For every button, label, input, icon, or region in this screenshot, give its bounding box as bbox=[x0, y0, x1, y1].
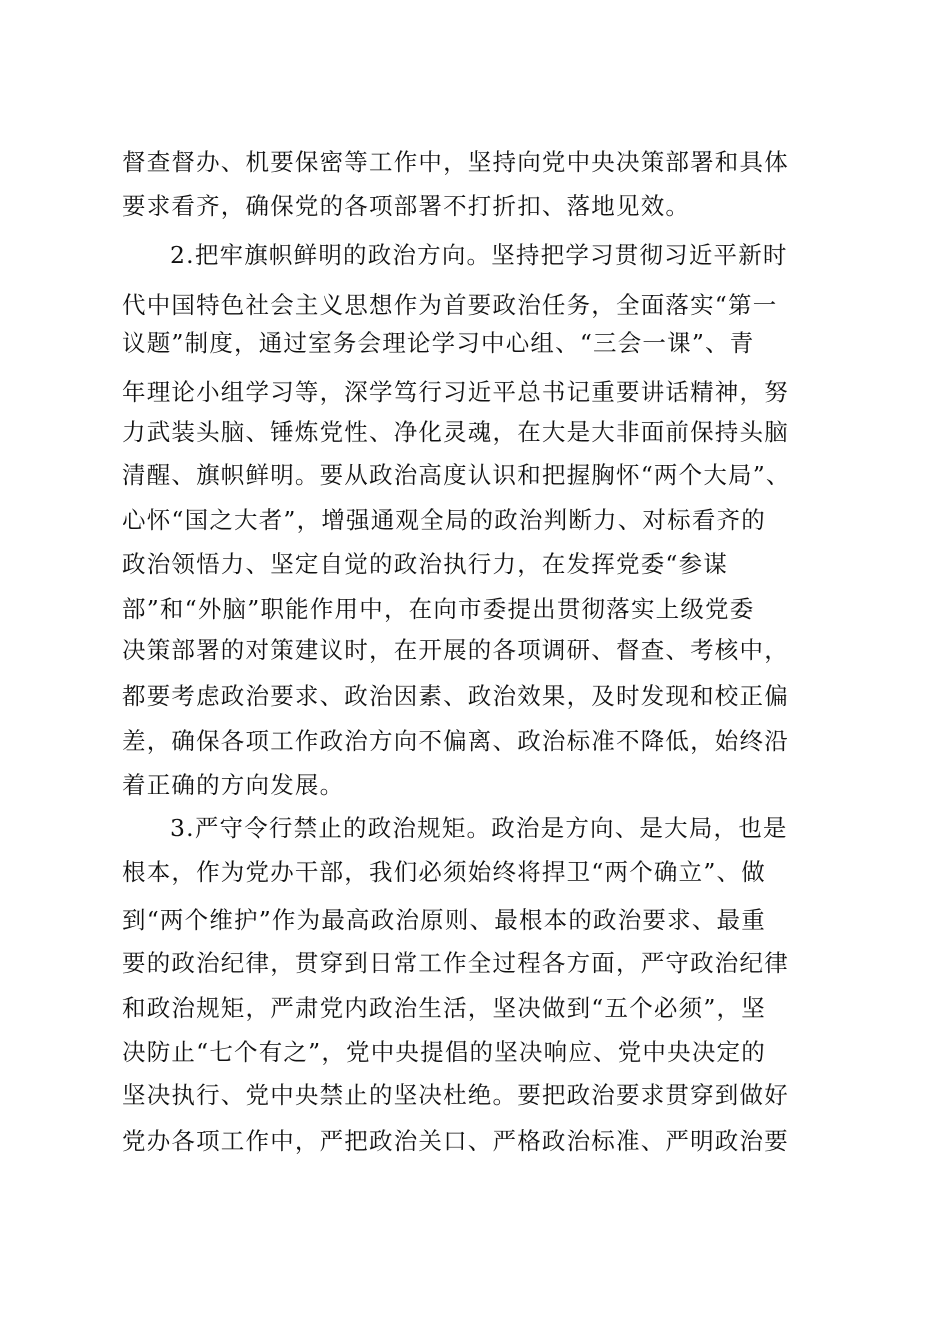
text-line: 决策部署的对策建议时，在开展的各项调研、督查、考核中， bbox=[122, 636, 789, 664]
paragraph-2-heading-line: 2.把牢旗帜鲜明的政治方向。坚持把学习贯彻习近平新时 bbox=[170, 241, 788, 269]
text-line: 年理论小组学习等，深学笃行习近平总书记重要讲话精神，努 bbox=[122, 378, 789, 406]
text-line: 议题”制度，通过室务会理论学习中心组、“三会一课”、青 bbox=[122, 329, 755, 357]
text-line: 根本，作为党办干部，我们必须始终将捍卫“两个确立”、做 bbox=[122, 858, 766, 886]
text-line: 政治领悟力、坚定自觉的政治执行力，在发挥党委“参谋 bbox=[122, 550, 729, 578]
text-line: 心怀“国之大者”，增强通观全局的政治判断力、对标看齐的 bbox=[122, 506, 766, 534]
text-line: 到“两个维护”作为最高政治原则、最根本的政治要求、最重 bbox=[122, 906, 766, 934]
text-line: 要的政治纪律，贯穿到日常工作全过程各方面，严守政治纪律 bbox=[122, 949, 789, 977]
text-line: 和政治规矩，严肃党内政治生活，坚决做到“五个必须”，坚 bbox=[122, 994, 766, 1022]
text-line: 都要考虑政治要求、政治因素、政治效果，及时发现和校正偏 bbox=[122, 682, 789, 710]
text-line: 着正确的方向发展。 bbox=[122, 771, 345, 799]
text-line: 清醒、旗帜鲜明。要从政治高度认识和把握胸怀“两个大局”、 bbox=[122, 461, 791, 489]
text-line: 决防止“七个有之”，党中央提倡的坚决响应、党中央决定的 bbox=[122, 1038, 766, 1066]
text-line: 督查督办、机要保密等工作中，坚持向党中央决策部署和具体 bbox=[122, 148, 789, 176]
text-line: 坚决执行、党中央禁止的坚决杜绝。要把政治要求贯穿到做好 bbox=[122, 1081, 789, 1109]
text-line: 差，确保各项工作政治方向不偏离、政治标准不降低，始终沿 bbox=[122, 727, 789, 755]
text-line: 力武装头脑、锤炼党性、净化灵魂，在大是大非面前保持头脑 bbox=[122, 418, 789, 446]
text-line: 要求看齐，确保党的各项部署不打折扣、落地见效。 bbox=[122, 192, 691, 220]
paragraph-3-heading-line: 3.严守令行禁止的政治规矩。政治是方向、是大局，也是 bbox=[170, 814, 788, 842]
text-line: 部”和“外脑”职能作用中，在向市委提出贯彻落实上级党委 bbox=[122, 595, 755, 623]
text-line: 党办各项工作中，严把政治关口、严格政治标准、严明政治要 bbox=[122, 1127, 789, 1155]
text-line: 代中国特色社会主义思想作为首要政治任务，全面落实“第一 bbox=[122, 291, 778, 319]
